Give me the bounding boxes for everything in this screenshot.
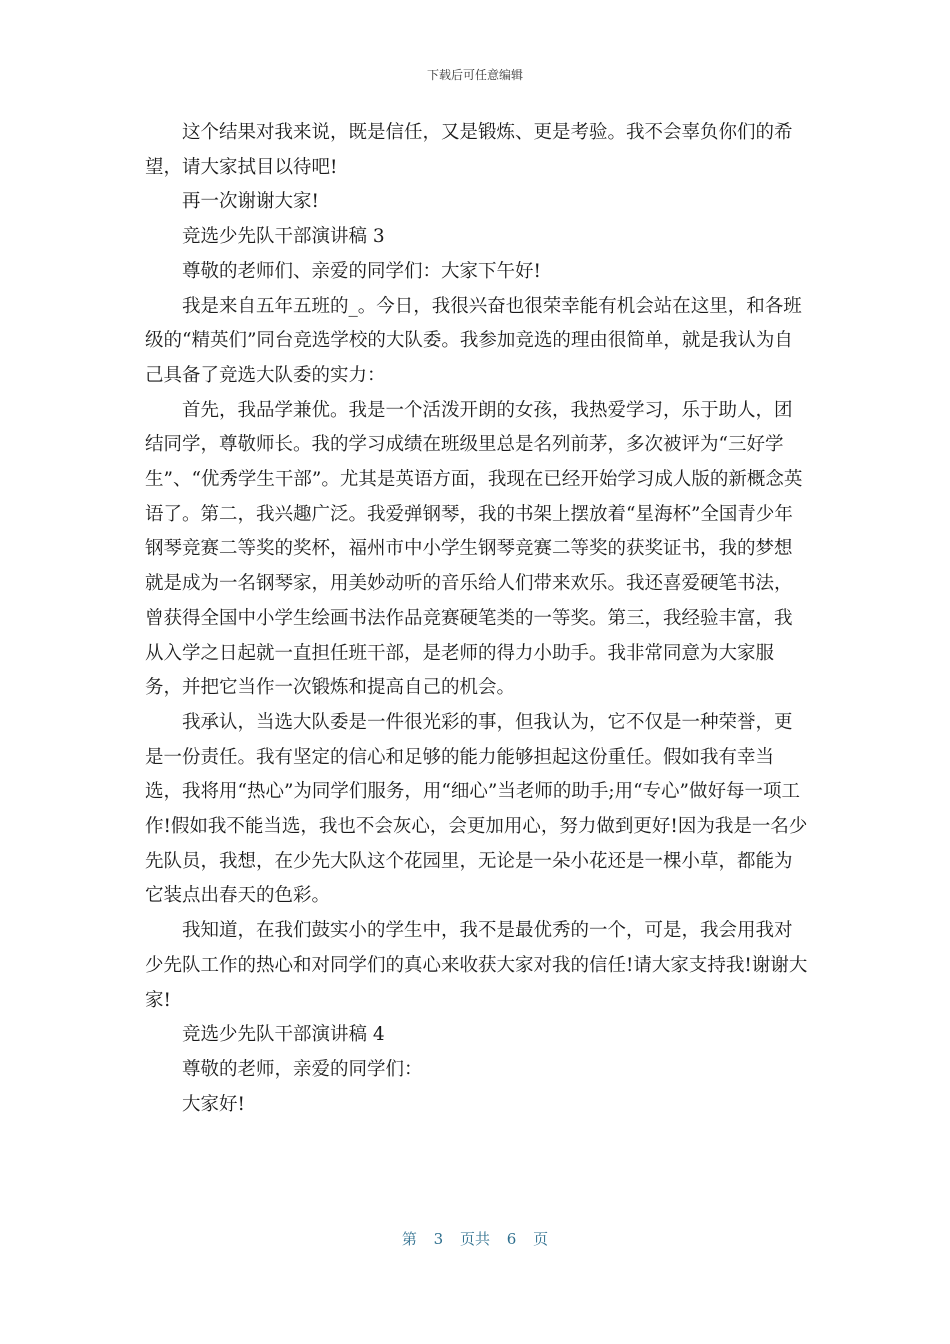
greeting: 尊敬的老师，亲爱的同学们： xyxy=(182,1058,423,1080)
paragraph: 首先，我品学兼优。我是一个活泼开朗的女孩，我热爱学习，乐于助人，团结同学，尊敬师长。我的学习成绩在班级里总是名列前茅，多次被评为“三好学生”、“优秀学生干部”。尤其是英语方面，我现在已经开始学习成人版的新概念英语了。第二，我兴趣广泛。我爱弹钢琴，我的书架上摆放着“星海杯”全国青少年钢琴竞赛二等奖的奖杯，福州市中小学生钢琴竞赛二等奖的获奖证书，我的梦想就是成为一名钢琴家，用美妙动听的音乐给人们带来欢乐。我还喜爱硬笔书法，曾获得全国中小学生绘画书法作品竞赛硬笔类的一等奖。第三，我经验丰富，我从入学之日起就一直担任班干部，是老师的得力小助手。我非常同意为大家服务，并把它当作一次锻炼和提高自己的机会。 xyxy=(145,399,803,699)
page-footer: 第 3 页共 6 页 xyxy=(401,1230,549,1248)
paragraph: 我知道，在我们鼓实小的学生中，我不是最优秀的一个，可是，我会用我对少先队工作的热心和对同学们的真心来收获大家对我的信任!请大家支持我!谢谢大家! xyxy=(145,920,808,1011)
paragraph: 我承认，当选大队委是一件很光彩的事，但我认为，它不仅是一种荣誉，更是一份责任。我有坚定的信心和足够的能力能够担起这份重任。假如我有幸当选，我将用“热心”为同学们服务，用“细心”当老师的助手;用“专心”做好每一项工作!假如我不能当选，我也不会灰心，会更加用心，努力做到更好!因为我是一名少先队员，我想，在少先大队这个花园里，无论是一朵小花还是一棵小草，都能为它装点出春天的色彩。 xyxy=(145,711,808,907)
greeting: 尊敬的老师们、亲爱的同学们：大家下午好! xyxy=(182,260,541,282)
section-heading: 竞选少先队干部演讲稿 4 xyxy=(182,1024,385,1046)
paragraph: 我是来自五年五班的_。今日，我很兴奋也很荣幸能有机会站在这里，和各班级的“精英们”同台竞选学校的大队委。我参加竞选的理由很简单，就是我认为自己具备了竞选大队委的实力： xyxy=(145,295,802,386)
paragraph: 再一次谢谢大家! xyxy=(182,191,319,213)
section-heading: 竞选少先队干部演讲稿 3 xyxy=(182,226,385,248)
page-header: 下载后可任意编辑 xyxy=(426,68,523,82)
paragraph: 大家好! xyxy=(182,1093,245,1115)
document-body xyxy=(145,116,810,1122)
paragraph: 这个结果对我来说，既是信任，又是锻炼、更是考验。我不会辜负你们的希望，请大家拭目以待吧! xyxy=(145,122,793,178)
